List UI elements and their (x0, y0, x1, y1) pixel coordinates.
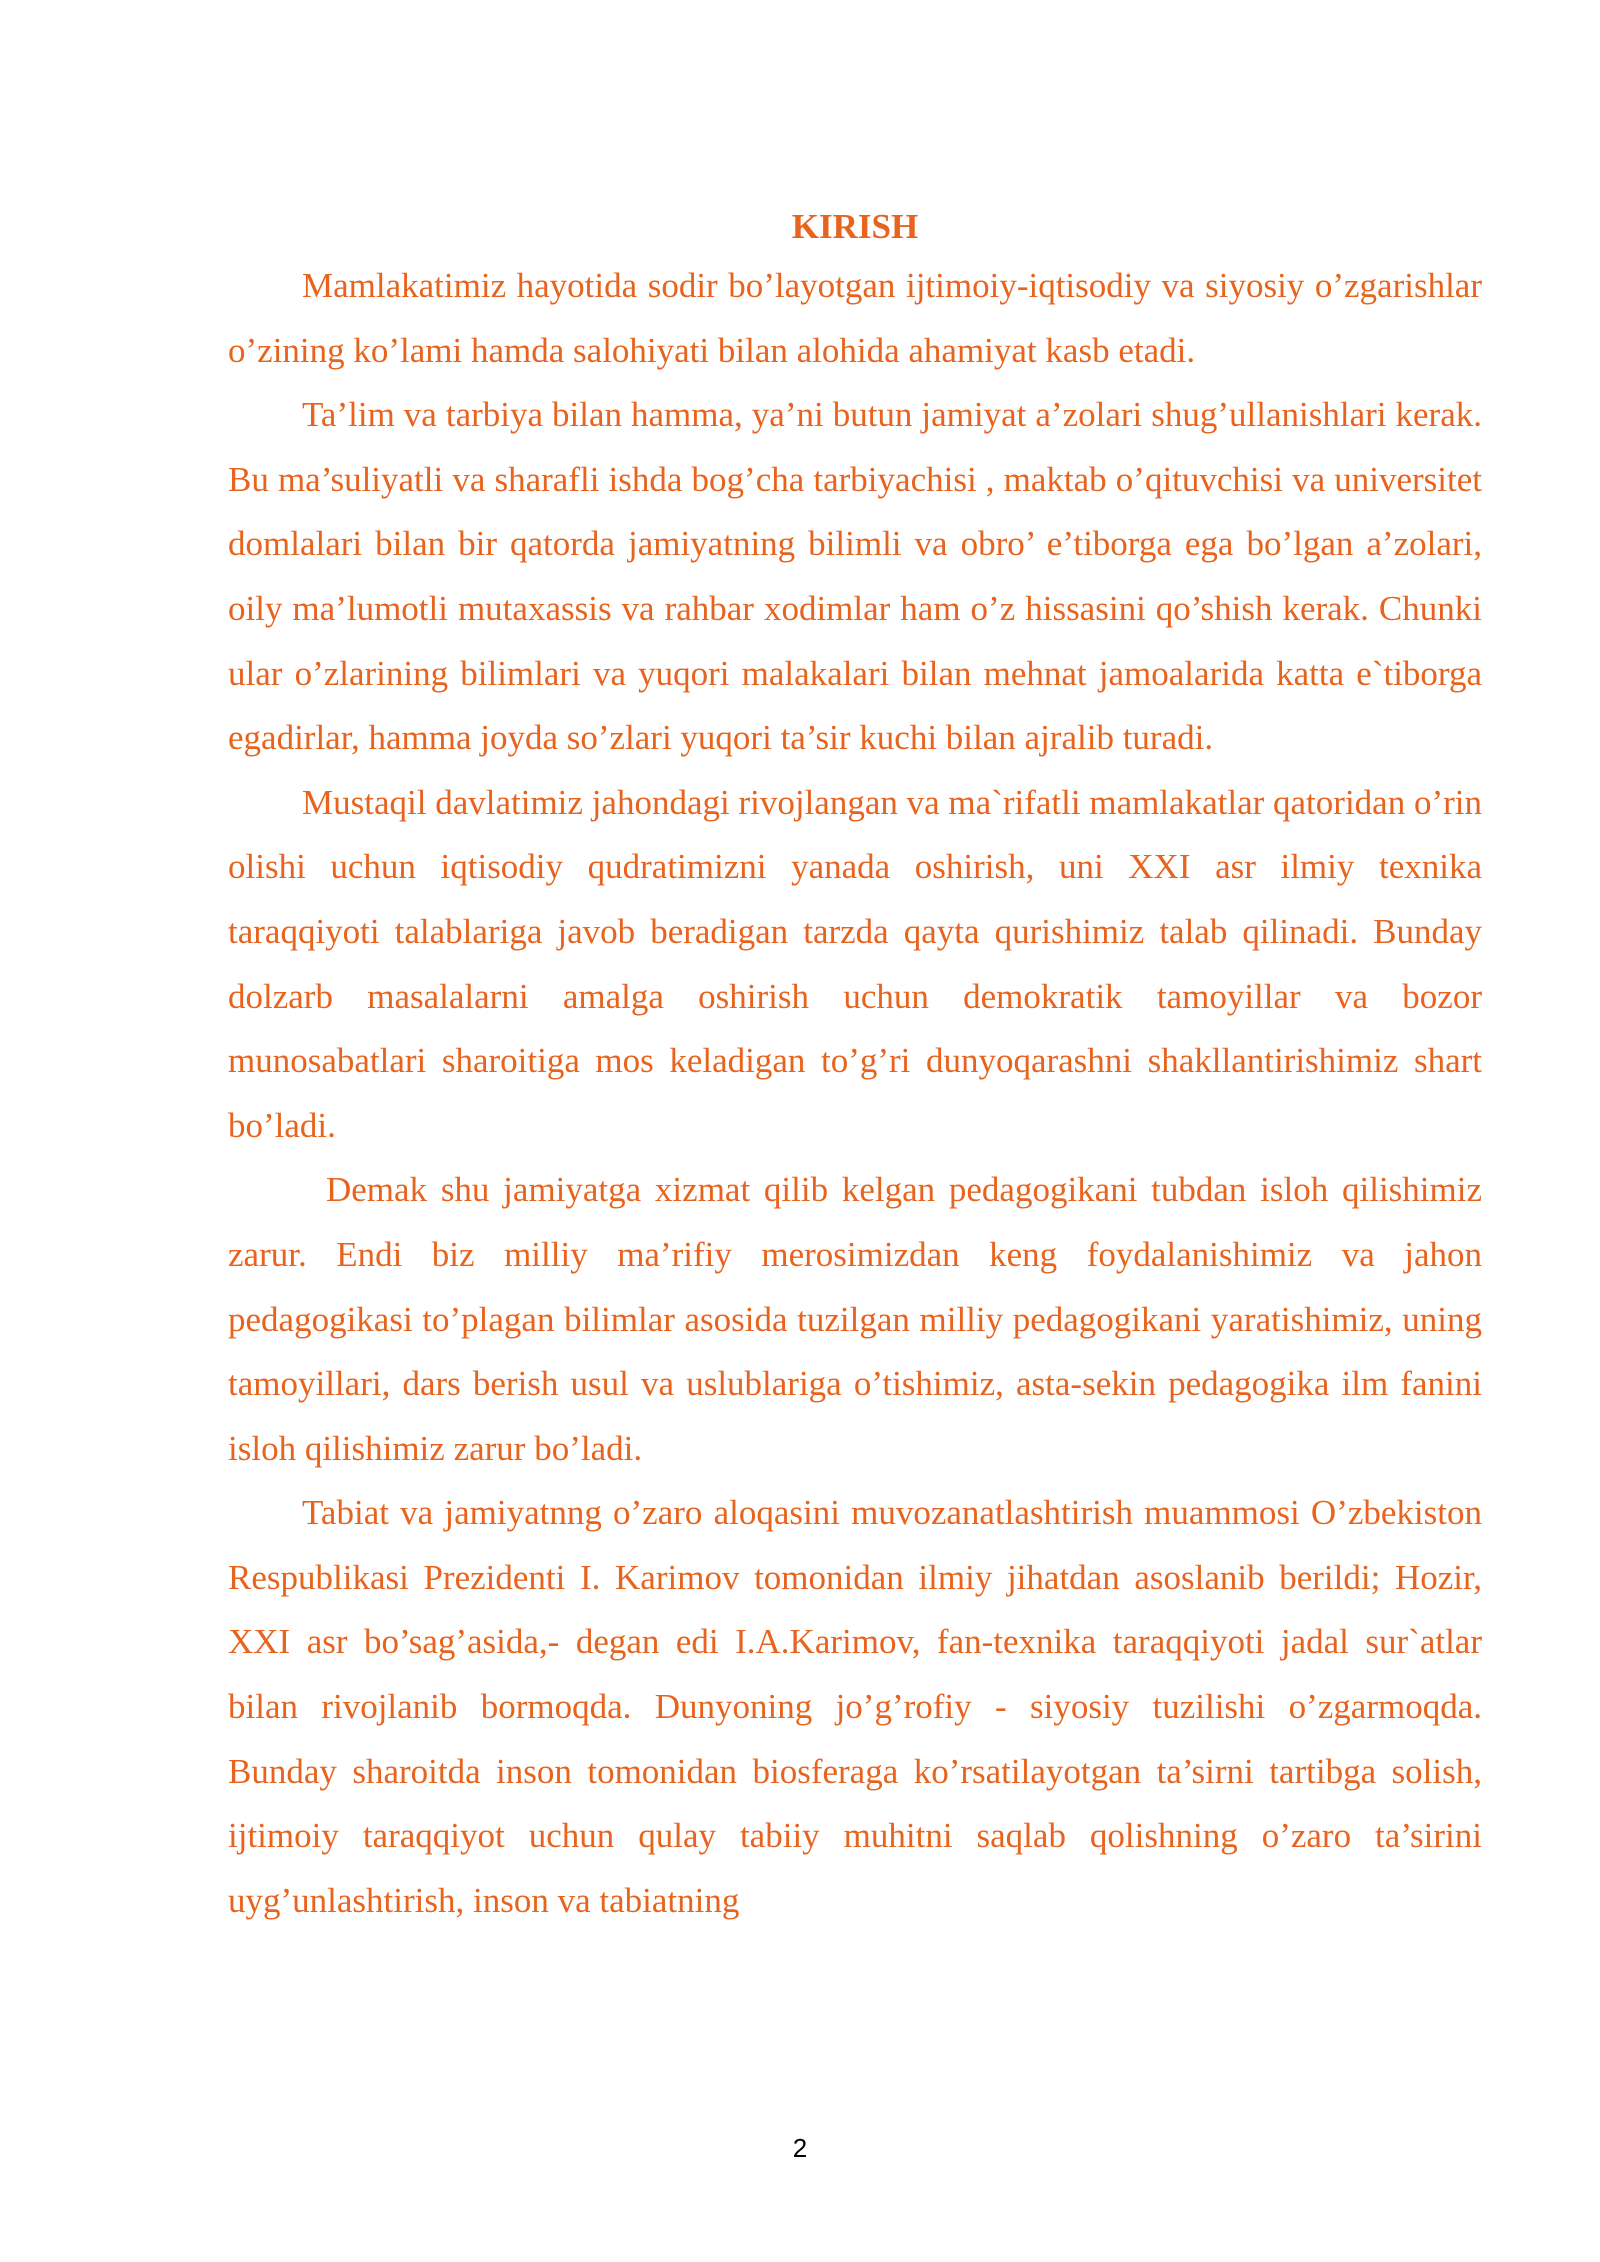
paragraph-1: Mamlakatimiz hayotida sodir bo’layotgan ijtimoiy-iqtisodiy va siyosiy o’zgarishlar o’zining ko’lami hamda salohiyati bilan alohida ahamiyat kasb etadi. (228, 266, 1482, 370)
page-number: 2 (792, 2133, 808, 2163)
paragraph-2: Ta’lim va tarbiya bilan hamma, ya’ni butun jamiyat a’zolari shug’ullanishlari kerak. Bu ma’suliyatli va sharafli ishda bog’cha tarbiyachisi , maktab o’qituvchisi va universitet domlalari bilan bir qatorda jamiyatning bilimli va obro’ e’tiborga ega bo’lgan a’zolari, oily ma’lumotli mutaxassis va rahbar xodimlar ham o’z hissasini qo’shish kerak. Chunki ular o’zlarining bilimlari va yuqori malakalari bilan mehnat jamoalarida katta e`tiborga egadirlar, hamma joyda so’zlari yuqori ta’sir kuchi bilan ajralib turadi. (228, 395, 1482, 758)
paragraph-4: Demak shu jamiyatga xizmat qilib kelgan pedagogikani tubdan isloh qilishimiz zarur. Endi biz milliy ma’rifiy merosimizdan keng foydalanishimiz va jahon pedagogikasi to’plagan bilimlar asosida tuzilgan milliy pedagogikani yaratishimiz, uning tamoyillari, dars berish usul va uslublariga o’tishimiz, asta-sekin pedagogika ilm fanini isloh qilishimiz zarur bo’ladi. (228, 1170, 1482, 1468)
paragraph-5: Tabiat va jamiyatnng o’zaro aloqasini muvozanatlashtirish muammosi O’zbekiston Respublikasi Prezidenti I. Karimov tomonidan ilmiy jihatdan asoslanib berildi; Hozir, XXI asr bo’sag’asida,- degan edi I.A.Karimov, fan-texnika taraqqiyoti jadal sur`atlar bilan rivojlanib bormoqda. Dunyoning jo’g’rofiy - siyosiy tuzilishi o’zgarmoqda. Bunday sharoitda inson tomonidan biosferaga ko’rsatilayotgan ta’sirni tartibga solish, ijtimoiy taraqqiyot uchun qulay tabiiy muhitni saqlab qolishning o’zaro ta’sirini uyg’unlashtirish, inson va tabiatning (228, 1493, 1482, 1920)
document-title: KIRISH (791, 207, 919, 246)
document-body (228, 200, 1482, 1933)
paragraph-3: Mustaqil davlatimiz jahondagi rivojlangan va ma`rifatli mamlakatlar qatoridan o’rin olishi uchun iqtisodiy qudratimizni yanada oshirish, uni XXI asr ilmiy texnika taraqqiyoti talablariga javob beradigan tarzda qayta qurishimiz talab qilinadi. Bunday dolzarb masalalarni amalga oshirish uchun demokratik tamoyillar va bozor munosabatlari sharoitiga mos keladigan to’g’ri dunyoqarashni shakllantirishimiz shart bo’ladi. (228, 782, 1482, 1145)
